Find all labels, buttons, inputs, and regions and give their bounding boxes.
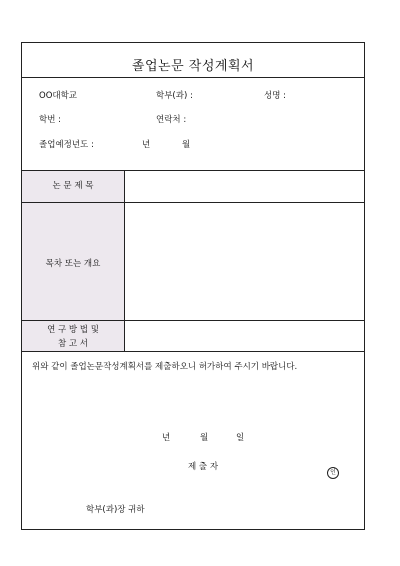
label-column-divider [124, 170, 125, 351]
seal-mark [327, 459, 339, 479]
department-label: 학부(과) : [156, 91, 193, 101]
grad-year-label: 졸업예정년도 : [39, 140, 94, 150]
submitter-label: 제 출 자 [188, 462, 219, 472]
date-month: 월 [200, 433, 209, 443]
outline-label: 목차 또는 개요 [45, 259, 101, 269]
thesis-title-label: 논 문 제 목 [52, 181, 94, 191]
submission-statement: 위와 같이 졸업논문작성계획서를 제출하오니 허가하여 주시기 바랍니다. [32, 362, 298, 372]
date-day: 일 [236, 433, 245, 443]
student-id-label: 학번 : [39, 115, 61, 125]
name-label: 성명 : [264, 91, 286, 101]
form-title: 졸업논문 작성계획서 [131, 59, 255, 74]
row-divider-2 [22, 320, 364, 321]
row-divider-1 [22, 202, 364, 203]
date-year: 년 [162, 433, 171, 443]
table-bottom-line [22, 351, 364, 352]
title-divider [22, 77, 364, 78]
method-label-line1: 연 구 방 법 및 [47, 325, 99, 335]
addressee: 학부(과)장 귀하 [86, 505, 145, 515]
university-name: OO대학교 [39, 91, 78, 101]
method-label-line2: 참 고 서 [57, 339, 89, 349]
grad-month-unit: 월 [182, 140, 191, 150]
contact-label: 연락처 : [156, 115, 187, 125]
seal-text: 인 [327, 467, 339, 479]
grad-year-unit: 년 [142, 140, 151, 150]
form-frame [21, 42, 365, 530]
